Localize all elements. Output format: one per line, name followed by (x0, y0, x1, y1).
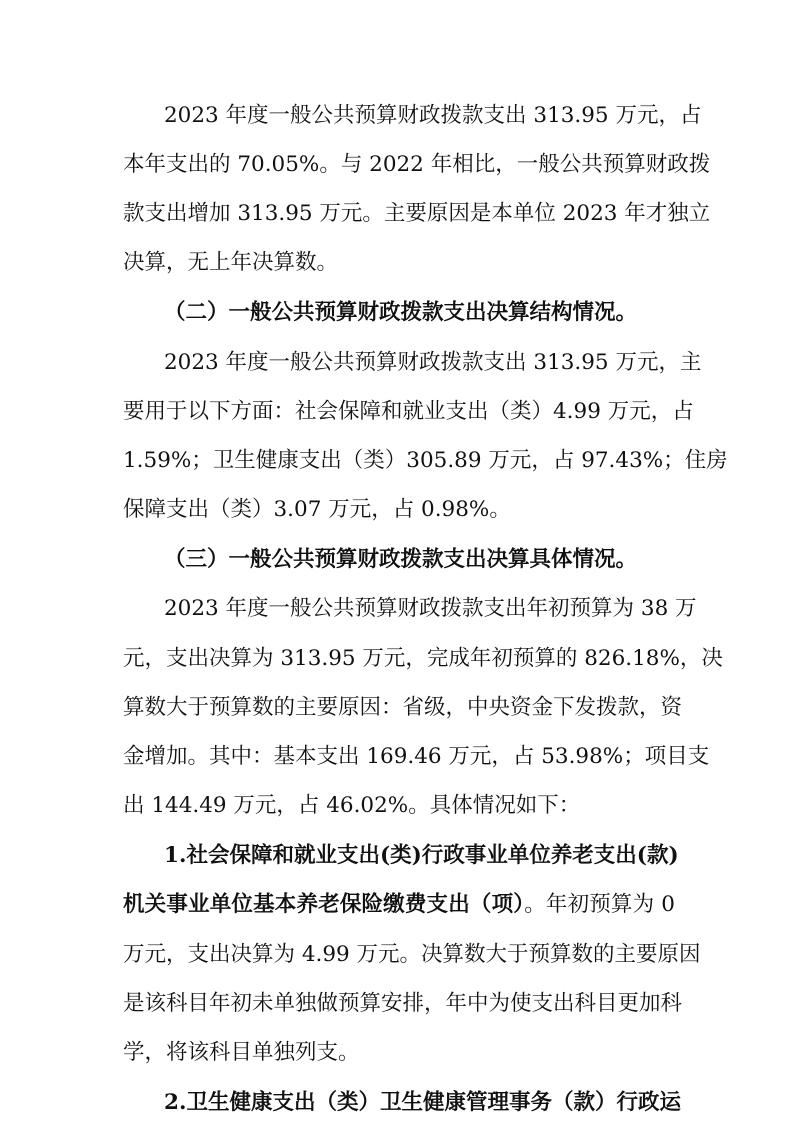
paragraph-3-line-2: 元，支出决算为 313.95 万元，完成年初预算的 826.18%，决 (123, 646, 723, 671)
paragraph-1-line-4: 决算，无上年决算数。 (123, 250, 339, 275)
paragraph-3-line-1: 2023 年度一般公共预算财政拨款支出年初预算为 38 万 (164, 596, 697, 621)
item-1-line-4: 是该科目年初未单独做预算安排，年中为使支出科目更加科 (123, 991, 683, 1016)
item-1-title-line-2: 机关事业单位基本养老保险缴费支出（项） (123, 892, 525, 917)
paragraph-1-line-1: 2023 年度一般公共预算财政拨款支出 313.95 万元，占 (164, 103, 702, 128)
section-heading-3: （三）一般公共预算财政拨款支出决算具体情况。 (164, 547, 638, 572)
paragraph-2-line-4: 保障支出（类）3.07 万元，占 0.98%。 (123, 497, 511, 522)
paragraph-2-line-3: 1.59%；卫生健康支出（类）305.89 万元，占 97.43%；住房 (123, 448, 728, 473)
section-heading-2: （二）一般公共预算财政拨款支出决算结构情况。 (164, 300, 638, 325)
paragraph-3-line-3: 算数大于预算数的主要原因：省级，中央资金下发拨款，资 (123, 695, 683, 720)
item-1-line-5: 学，将该科目单独列支。 (123, 1040, 360, 1065)
item-1-line-2-rest: 。年初预算为 0 (524, 892, 675, 917)
paragraph-3-line-5: 出 144.49 万元，占 46.02%。具体情况如下： (123, 793, 581, 818)
paragraph-2-line-1: 2023 年度一般公共预算财政拨款支出 313.95 万元，主 (164, 350, 702, 375)
item-2-title-line-1: 2.卫生健康支出（类）卫生健康管理事务（款）行政运 (164, 1090, 681, 1115)
paragraph-1-line-3: 款支出增加 313.95 万元。主要原因是本单位 2023 年才独立 (123, 201, 711, 226)
item-1-line-2 (123, 890, 675, 920)
item-1-line-3: 万元，支出决算为 4.99 万元。决算数大于预算数的主要原因 (123, 942, 701, 967)
paragraph-1-line-2: 本年支出的 70.05%。与 2022 年相比，一般公共预算财政拨 (123, 152, 711, 177)
paragraph-2-line-2: 要用于以下方面：社会保障和就业支出（类）4.99 万元，占 (123, 399, 694, 424)
paragraph-3-line-4: 金增加。其中：基本支出 169.46 万元，占 53.98%；项目支 (123, 744, 710, 769)
item-1-title-line-1: 1.社会保障和就业支出(类)行政事业单位养老支出(款) (164, 843, 679, 868)
